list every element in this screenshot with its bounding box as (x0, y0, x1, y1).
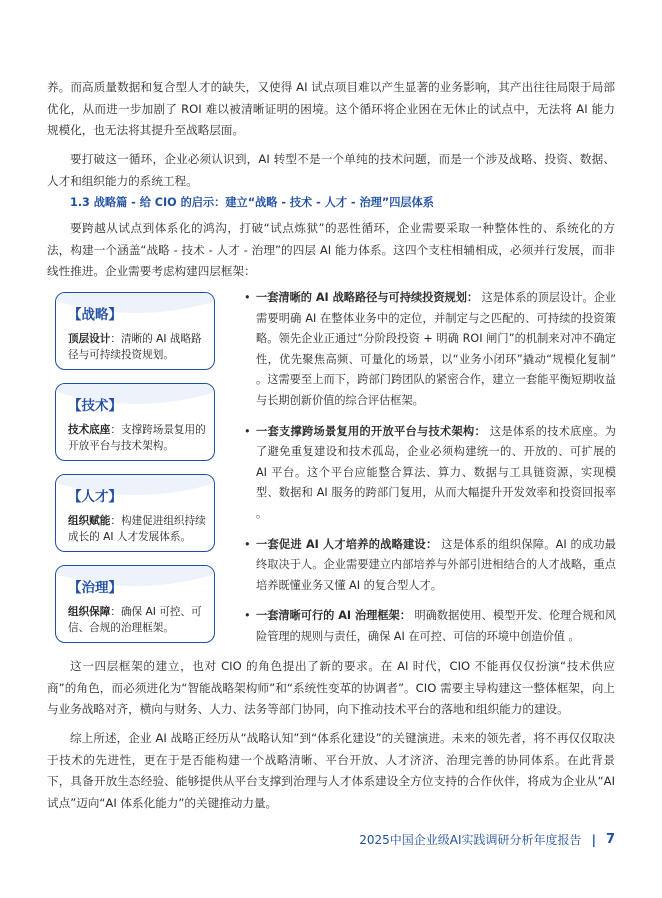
bullet-text: 这是体系的技术底座。为了避免重复建设和技术孤岛，企业必须构建统一的、开放的、可扩展的 AI 平台。这个平台应能整合算法、算力、数据与工具链资源，实现模型、数据和 AI 服务的跨部门复用，从而大幅提升开发效率和投资回报率 。 (256, 424, 616, 520)
card-desc-text: ：构建促进组织持续成长的 AI 人才发展体系。 (68, 515, 206, 543)
card-description (68, 605, 208, 636)
section-heading: 1.3 战略篇 - 给 CIO 的启示：建立“战略 - 技术 - 人才 - 治理”四层体系 (70, 196, 434, 209)
bullet-lead: 一套清晰的 AI 战略路径与可持续投资规划： (256, 291, 479, 304)
footer-separator: | (591, 832, 596, 847)
bullet-text: 明确数据使用、模型开发、伦理合规和风险管理的规则与责任，确保 AI 在可控、可信的环境中创造价值 。 (256, 609, 616, 643)
bullet-lead: 一套支撑跨场景复用的开放平台与技术架构： (256, 424, 486, 438)
card-technology (55, 383, 215, 461)
card-description (68, 332, 208, 363)
card-talent (55, 474, 215, 552)
card-governance (55, 565, 215, 643)
card-term: 顶层设计 (68, 333, 111, 345)
bullet-lead: 一套促进 AI 人才培养的战略建设： (256, 537, 438, 551)
card-term: 组织赋能 (68, 515, 111, 527)
paragraph-break-cycle: 要打破这一循环，企业必须认识到，AI 转型不是一个单纯的技术问题，而是一个涉及战略、投资、数据、人才和组织能力的系统工程。 (47, 152, 615, 188)
card-term: 技术底座 (68, 424, 111, 436)
bullet-marker: • (244, 609, 251, 623)
card-desc-text: ：清晰的 AI 战略路径与可持续投资规划。 (68, 333, 202, 361)
bullet-strategy (244, 288, 616, 412)
report-title: 2025中国企业级AI实践调研分析年度报告 (359, 833, 582, 847)
bullet-list (244, 288, 616, 648)
paragraph-framework-intro: 要跨越从试点到体系化的鸿沟，打破“试点炼狱”的恶性循环，企业需要采取一种整体性的、系统化的方法，构建一个涵盖“战略 - 技术 - 人才 - 治理”的四层 AI 能力体系。这四个支柱相辅相成，必须并行发展，而非线性推进。企业需要考虑构建四层框架： (47, 221, 615, 278)
card-title: 【治理】 (68, 580, 122, 596)
card-description (68, 423, 208, 454)
card-desc-text: ：支撑跨场景复用的开放平台与技术架构。 (68, 424, 206, 452)
card-title: 【人才】 (68, 489, 122, 505)
bullet-talent (244, 535, 616, 597)
page-footer (359, 831, 615, 848)
bullet-governance (244, 606, 616, 647)
bullet-marker: • (244, 424, 251, 438)
card-strategy (55, 292, 215, 370)
card-desc-text: ：确保 AI 可控、可信、合规的治理框架。 (68, 606, 202, 634)
card-term: 组织保障 (68, 606, 111, 618)
card-title: 【战略】 (68, 307, 122, 323)
bullet-marker: • (244, 537, 251, 551)
paragraph-intro: 养。而高质量数据和复合型人才的缺失，又使得 AI 试点项目难以产生显著的业务影响，其产出往往局限于局部优化，从而进一步加剧了 ROI 难以被清晰证明的困境。这个循环将企业困在无休止的试点中，无法将 AI 能力规模化，也无法将其提升至战略层面。 (47, 80, 615, 137)
bullet-marker: • (244, 291, 251, 304)
paragraph-conclusion: 综上所述，企业 AI 战略正经历从“战略认知”到“体系化建设”的关键演进。未来的领先者，将不再仅仅取决于技术的先进性，更在于是否能构建一个战略清晰、平台开放、人才济济、治理完善的协同体系。在此背景下，具备开放生态经验、能够提供从平台支撑到治理与人才体系建设全方位支持的合作伙伴，将成为企业从“AI 试点”迈向“AI 体系化能力”的关键推动力量。 (47, 731, 615, 810)
page-number: 7 (605, 832, 615, 847)
paragraph-cio-role: 这一四层框架的建立，也对 CIO 的角色提出了新的要求。在 AI 时代，CIO 不能再仅仅扮演“技术供应商”的角色，而必须进化为“智能战略架构师”和“系统性变革的协调者”。CIO 需要主导构建这一整体框架，向上与业务战略对齐，横向与财务、人力、法务等部门协同，向下推动技术平台的落地和组织能力的建设。 (47, 659, 615, 716)
bullet-text: 这是体系的组织保障。AI 的成功最终取决于人。企业需要建立内部培养与外部引进相结合的人才战略，重点培养既懂业务又懂 AI 的复合型人才。 (256, 537, 616, 592)
bullet-text: 这是体系的顶层设计。企业需要明确 AI 在整体业务中的定位，并制定与之匹配的、可持续的投资策略。领先企业正通过“分阶段投资 + 明确 ROI 闸门”的机制来对冲不确定性，优先聚焦高频、可量化的场景，以“业务小闭环”撬动“规模化复制” 。这需要至上而下，跨部门跨团队的紧密合作，建立一套能平衡短期收益与长期创新价值的综合评估框架。 (256, 291, 616, 407)
bullet-lead: 一套清晰可行的 AI 治理框架： (256, 609, 411, 623)
card-description (68, 514, 208, 545)
card-title: 【技术】 (68, 398, 122, 414)
bullet-technology (244, 422, 616, 525)
